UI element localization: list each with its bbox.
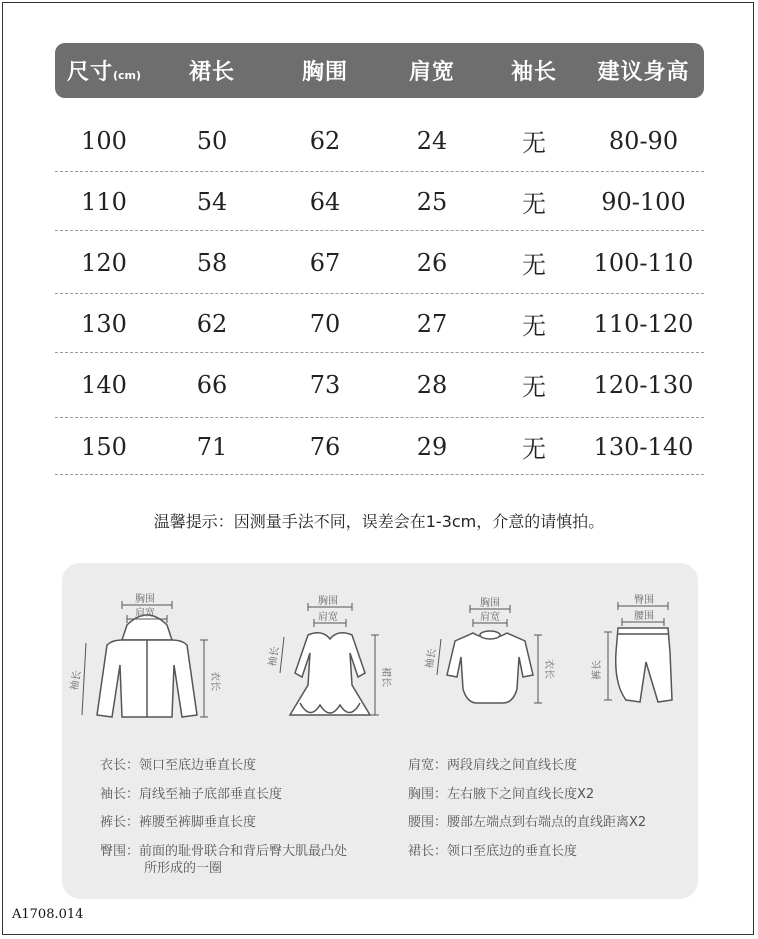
header-skirt-length: 裙长 [188,60,235,85]
pants-hip-label: 臀围 [634,595,654,606]
romper-sleeve-label: 袖长 [424,647,439,670]
cell-chest: 70 [309,309,341,338]
jacket-chest-label: 胸围 [135,594,155,605]
table-row [55,171,704,232]
cell-chest: 62 [309,126,341,155]
definition-item: 胸围：左右腋下之间直线长度X2 [408,786,595,802]
cell-skirt-length: 58 [196,248,228,277]
header-height: 建议身高 [597,60,690,85]
definition-item: 臀围：前面的耻骨联合和背后臀大肌最凸处 所形成的一圈 [100,843,348,877]
cell-size: 100 [81,126,127,155]
cell-size: 120 [81,248,127,277]
pants-waist-label: 腰围 [634,611,654,622]
cell-height: 100-110 [593,248,694,277]
cell-shoulder: 27 [416,309,448,338]
product-code: A1708.014 [12,907,84,922]
header-size: 尺寸(cm) [66,60,142,85]
table-row [55,416,704,477]
cell-height: 80-90 [608,126,679,155]
header-shoulder: 肩宽 [408,60,455,85]
cell-sleeve: 无 [522,373,546,401]
cell-size: 130 [81,309,127,338]
romper-length-label: 衣长 [543,659,554,679]
cell-sleeve: 无 [522,190,546,218]
cell-skirt-length: 54 [196,187,228,216]
cell-sleeve: 无 [522,435,546,463]
row-divider [55,474,704,475]
cell-height: 90-100 [601,187,686,216]
row-divider [55,230,704,231]
row-divider [55,352,704,353]
dress-icon [267,593,391,728]
cell-skirt-length: 71 [196,432,228,461]
cell-chest: 64 [309,187,341,216]
jacket-sleeve-label: 袖长 [69,669,84,692]
cell-shoulder: 28 [416,370,448,399]
cell-skirt-length: 50 [196,126,228,155]
definitions-right [408,757,698,860]
cell-size: 140 [81,370,127,399]
definitions-left [100,757,400,878]
jacket-shoulder-label: 肩宽 [135,608,155,619]
measurement-note: 温馨提示：因测量手法不同，误差会在1-3cm，介意的请慎拍。 [153,512,605,531]
dress-sleeve-label: 袖长 [267,645,282,668]
jacket-icon [69,585,222,730]
romper-icon [425,595,555,715]
dress-shoulder-label: 肩宽 [318,612,338,623]
cell-shoulder: 29 [416,432,448,461]
header-sleeve: 袖长 [510,60,557,85]
table-row [55,232,704,293]
table-row [55,110,704,171]
cell-sleeve: 无 [522,129,546,157]
table-row [55,354,704,415]
definition-item: 裤长：裤腰至裤脚垂直长度 [100,815,257,831]
pants-length-label: 裤长 [592,660,603,680]
dress-length-label: 裙长 [380,667,391,687]
romper-diagram [425,595,555,715]
cell-skirt-length: 62 [196,309,228,338]
pants-diagram [590,592,685,717]
cell-height: 110-120 [593,309,694,338]
cell-sleeve: 无 [522,251,546,279]
cell-chest: 76 [309,432,341,461]
cell-size: 150 [81,432,127,461]
header-chest: 胸围 [301,60,348,85]
definition-item: 裙长：领口至底边的垂直长度 [408,843,578,859]
dress-chest-label: 胸围 [318,596,338,607]
definition-item: 衣长：领口至底边垂直长度 [100,758,257,773]
jacket-diagram [69,585,222,730]
definition-item: 腰围：腰部左端点到右端点的直线距离X2 [408,815,647,831]
cell-shoulder: 25 [416,187,448,216]
cell-chest: 73 [309,370,341,399]
cell-height: 130-140 [593,432,694,461]
pants-icon [590,592,685,717]
romper-chest-label: 胸围 [480,598,500,609]
table-row [55,293,704,354]
dress-diagram [267,593,391,728]
size-table-header [55,43,704,98]
cell-shoulder: 24 [416,126,448,155]
cell-height: 120-130 [593,370,694,399]
romper-shoulder-label: 肩宽 [480,612,500,623]
definition-item: 袖长：肩线至袖子底部垂直长度 [100,786,283,802]
cell-chest: 67 [309,248,341,277]
cell-size: 110 [81,187,127,216]
cell-skirt-length: 66 [196,370,228,399]
definition-item: 肩宽：两段肩线之间直线长度 [408,758,578,773]
jacket-length-label: 衣长 [209,671,220,691]
cell-sleeve: 无 [522,312,546,340]
cell-shoulder: 26 [416,248,448,277]
